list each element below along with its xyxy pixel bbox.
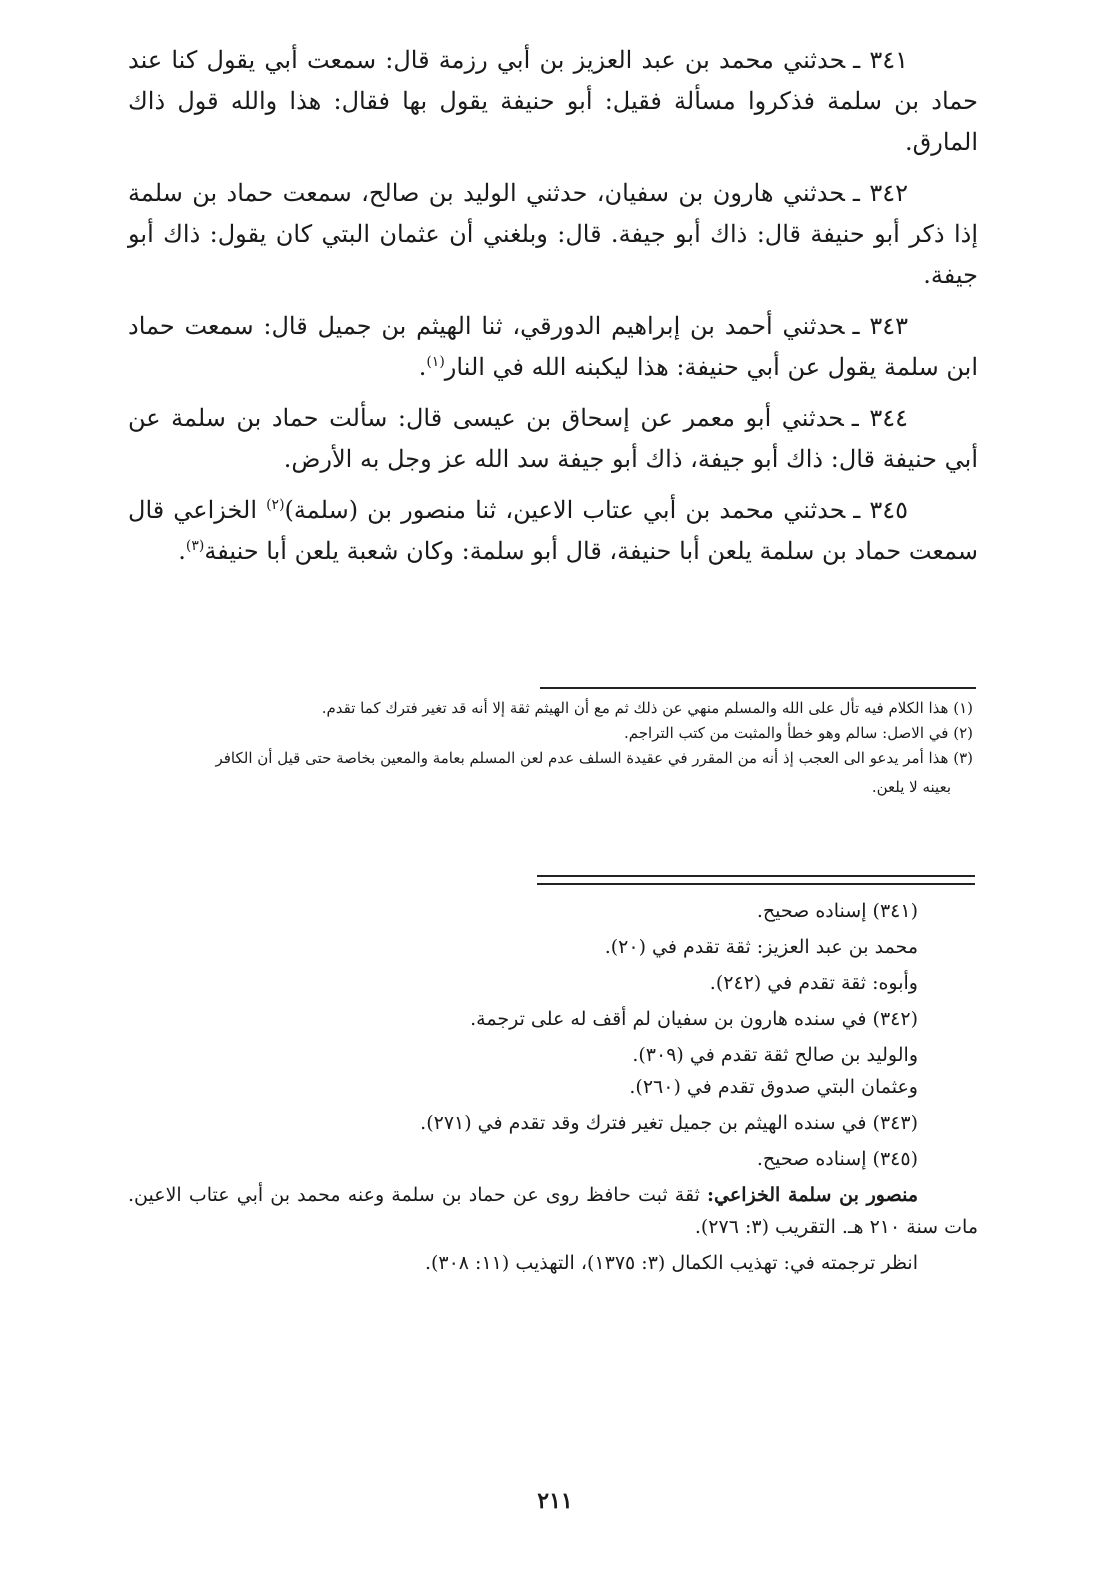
hadith-345 xyxy=(128,490,978,572)
footnote-ref: (١) xyxy=(426,354,445,370)
commentary-line: انظر ترجمته في: تهذيب الكمال (٣: ١٣٧٥)، التهذيب (١١: ٣٠٨). xyxy=(424,1252,918,1274)
hadith-344 xyxy=(128,398,978,480)
hadith-text: الخزاعي قال سمعت حماد بن سلمة يلعن أبا حنيفة، قال أبو سلمة: وكان شعبة يلعن أبا حنيفة xyxy=(128,496,978,565)
commentary xyxy=(128,895,978,1283)
narrator-name: منصور بن سلمة الخزاعي: xyxy=(707,1184,918,1206)
hadith-text: حدثني محمد بن عبد العزيز بن أبي رزمة قال: سمعت أبي يقول كنا عند حماد بن سلمة فذكروا مسألة فقيل: أبو حنيفة يقول بها فقال: هذا والله قول ذاك المارق. xyxy=(128,46,978,156)
hadith-text: حدثني أحمد بن إبراهيم الدورقي، ثنا الهيثم بن جميل قال: سمعت حماد ابن سلمة يقول عن أبي حنيفة: هذا ليكبنه الله في النار xyxy=(128,312,978,381)
commentary-345: (٣٤٥) إسناده صحيح. xyxy=(756,1148,918,1170)
commentary-divider xyxy=(537,875,975,885)
commentary-343: (٣٤٣) في سنده الهيثم بن جميل تغير فترك وقد تقدم في (٢٧١). xyxy=(420,1112,918,1134)
hadith-number: ٣٤٢ ـ xyxy=(852,179,909,207)
hadith-tail: . xyxy=(178,537,186,565)
footnote-3: (٣) هذا أمر يدعو الى العجب إذ أنه من المقرر في عقيدة السلف عدم لعن المسلم بعامة والمعين بخاصة حتى قيل أن الكافر xyxy=(215,749,973,767)
hadith-number: ٣٤١ ـ xyxy=(853,46,908,74)
hadith-text: حدثني محمد بن أبي عتاب الاعين، ثنا منصور بن (سلمة) xyxy=(284,496,846,524)
footnote-1: (١) هذا الكلام فيه تأل على الله والمسلم منهي عن ذلك ثم مع أن الهيثم ثقة إلا أنه قد تغير فترك كما تقدم. xyxy=(321,699,973,717)
page-number: ٢١١ xyxy=(537,1488,573,1514)
footnote-ref: (٣) xyxy=(185,538,205,554)
footnote-divider xyxy=(540,687,976,689)
commentary-narrator xyxy=(128,1179,978,1243)
narrator-text: ثقة ثبت حافظ روى عن حماد بن سلمة وعنه محمد بن أبي عتاب الاعين. مات سنة ٢١٠ هـ. التقريب (٣: ٢٧٦). xyxy=(128,1184,978,1238)
hadith-text: حدثني هارون بن سفيان، حدثني الوليد بن صالح، سمعت حماد بن سلمة إذا ذكر أبو حنيفة قال: ذاك أبو جيفة. قال: وبلغني أن عثمان البتي كان يقول: ذاك أبو جيفة. xyxy=(128,179,978,289)
footnotes xyxy=(128,697,973,801)
hadith-342 xyxy=(128,173,978,296)
hadith-text: حدثني أبو معمر عن إسحاق بن عيسى قال: سألت حماد بن سلمة عن أبي حنيفة قال: ذاك أبو جيفة، ذاك أبو جيفة سد الله عز وجل به الأرض. xyxy=(128,404,978,473)
commentary-line: وعثمان البتي صدوق تقدم في (٢٦٠). xyxy=(629,1076,918,1098)
hadith-341 xyxy=(128,40,978,163)
commentary-341: (٣٤١) إسناده صحيح. xyxy=(756,900,918,922)
commentary-342: (٣٤٢) في سنده هارون بن سفيان لم أقف له على ترجمة. xyxy=(470,1008,918,1030)
main-text xyxy=(128,40,978,582)
commentary-line: محمد بن عبد العزيز: ثقة تقدم في (٢٠). xyxy=(604,936,918,958)
hadith-number: ٣٤٥ ـ xyxy=(853,496,908,524)
hadith-tail: . xyxy=(418,353,427,381)
hadith-343 xyxy=(128,306,978,388)
footnote-ref: (٢) xyxy=(266,497,285,513)
commentary-line: وأبوه: ثقة تقدم في (٢٤٢). xyxy=(709,972,918,994)
commentary-line: والوليد بن صالح ثقة تقدم في (٣٠٩). xyxy=(632,1044,918,1066)
hadith-number: ٣٤٣ ـ xyxy=(852,312,908,340)
footnote-3-continuation: بعينه لا يلعن. xyxy=(871,778,951,796)
hadith-number: ٣٤٤ ـ xyxy=(851,404,908,432)
footnote-2: (٢) في الاصل: سالم وهو خطأ والمثبت من كتب التراجم. xyxy=(624,724,973,742)
